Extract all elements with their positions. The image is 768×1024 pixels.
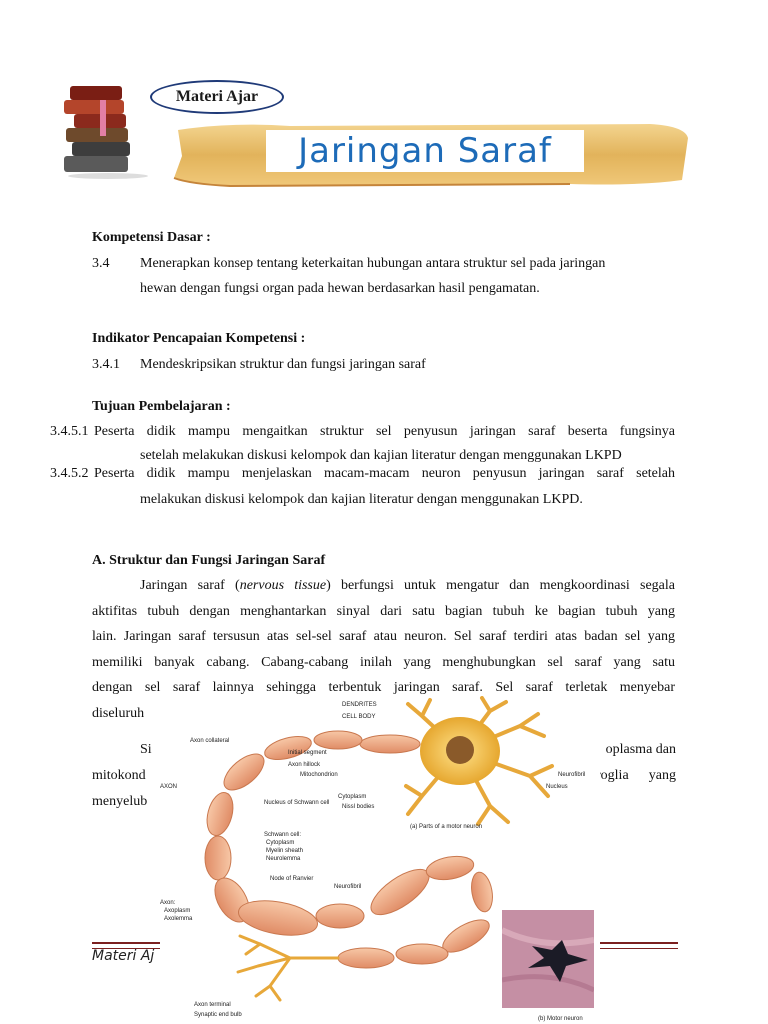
tujuan-1-line-1: Peserta didik mampu mengaitkan struktur sel penyusun jaringan saraf beserta fungsinya [94, 424, 675, 439]
indikator-text: Mendeskripsikan struktur dan fungsi jaringan saraf [140, 357, 426, 372]
p1-line-5: dengan sel saraf lainnya sehingga terbentuk jaringan saraf. Sel saraf terletak menyebar [92, 680, 675, 695]
p1-line-3: lain. Jaringan saraf tersusun atas sel-sel saraf atau neuron. Sel saraf terdiri atas badan sel yang [92, 629, 675, 644]
label-synaptic-end-bulb: Synaptic end bulb [194, 1012, 242, 1018]
label-nucleus: Nucleus [546, 784, 568, 790]
p1-line-1: Jaringan saraf (nervous tissue) berfungsi untuk mengatur dan mengkoordinasi segala [140, 578, 675, 593]
label-schwann-cell: Schwann cell: [264, 832, 302, 838]
label-initial-segment: Initial segment [288, 750, 327, 756]
label-myelin-sheath: Myelin sheath [266, 848, 304, 854]
motor-neuron-micrograph [502, 910, 594, 1008]
kompetensi-heading: Kompetensi Dasar : [92, 230, 211, 245]
tujuan-2-number: 3.4.5.2 [50, 466, 89, 481]
caption-b: (b) Motor neuron [538, 1016, 583, 1022]
p2-line-2-right: roglia yang [596, 768, 676, 783]
label-cytoplasm: Cytoplasm [338, 794, 367, 800]
kompetensi-line-1: Menerapkan konsep tentang keterkaitan hubungan antara struktur sel pada jaringan [140, 256, 606, 271]
label-mitochondrion: Mitochondrion [300, 772, 338, 778]
label-axon: AXON [160, 784, 178, 790]
p1-line-4: memiliki banyak cabang. Cabang-cabang inilah yang menghubungkan sel saraf yang satu [92, 654, 675, 670]
label-axon-hillock: Axon hillock [288, 762, 321, 768]
caption-a: (a) Parts of a motor neuron [410, 824, 483, 830]
label-node-ranvier: Node of Ranvier [270, 876, 314, 882]
nucleus-shape [446, 736, 474, 764]
p2-line-1-right: oplasma dan [605, 742, 676, 757]
p2-line-3-left: menyelub [92, 794, 148, 809]
p1-line-6: diseluruh [92, 705, 145, 721]
label-sc-cytoplasm: Cytoplasm [266, 840, 295, 846]
kompetensi-line-2: hewan dengan fungsi organ pada hewan berdasarkan hasil pengamatan. [140, 281, 540, 296]
p2-line-1-left: Si [140, 742, 152, 757]
p2-line-2-left: mitokond [92, 768, 146, 783]
p1-line-2: aktifitas tubuh dengan menghantarkan sinyal dari satu bagian tubuh ke bagian tubuh yang [92, 603, 675, 619]
kompetensi-number: 3.4 [92, 256, 110, 271]
section-a-heading: A. Struktur dan Fungsi Jaringan Saraf [92, 553, 326, 568]
page-title: Jaringan Saraf [266, 130, 584, 172]
label-nissl-bodies: Nissl bodies [342, 804, 375, 810]
books-stack-illustration [62, 80, 154, 180]
label-neurofibril-2: Neurofibril [334, 884, 362, 890]
label-axon-2: Axon: [160, 900, 176, 906]
axon-terminal-shape [238, 936, 338, 1000]
indikator-heading: Indikator Pencapaian Kompetensi : [92, 331, 306, 346]
tujuan-1-number: 3.4.5.1 [50, 424, 89, 439]
label-axon-terminal: Axon terminal [194, 1002, 231, 1008]
tujuan-2-line-1: Peserta didik mampu menjelaskan macam-macam neuron penyusun jaringan saraf setelah [94, 466, 675, 481]
label-neurolemma: Neurolemma [266, 856, 301, 862]
label-nucleus-schwann: Nucleus of Schwann cell [264, 800, 330, 806]
tujuan-2-line-2: melakukan diskusi kelompok dan kajian literatur dengan menggunakan LKPD. [140, 492, 583, 507]
label-neurofibril: Neurofibril [558, 772, 586, 778]
materi-ajar-badge: Materi Ajar [150, 80, 284, 114]
tujuan-heading: Tujuan Pembelajaran : [92, 399, 231, 414]
label-dendrites: DENDRITES [342, 702, 377, 708]
label-cell-body: CELL BODY [342, 714, 376, 720]
tujuan-1-line-2: setelah melakukan diskusi kelompok dan kajian literatur dengan menggunakan LKPD [140, 448, 622, 463]
indikator-number: 3.4.1 [92, 357, 120, 372]
label-axon-collateral: Axon collateral [190, 738, 230, 744]
label-axoplasm: Axoplasm [164, 908, 191, 914]
label-axolemma: Axolemma [164, 916, 193, 922]
footer-text: Materi Aj [92, 948, 155, 964]
